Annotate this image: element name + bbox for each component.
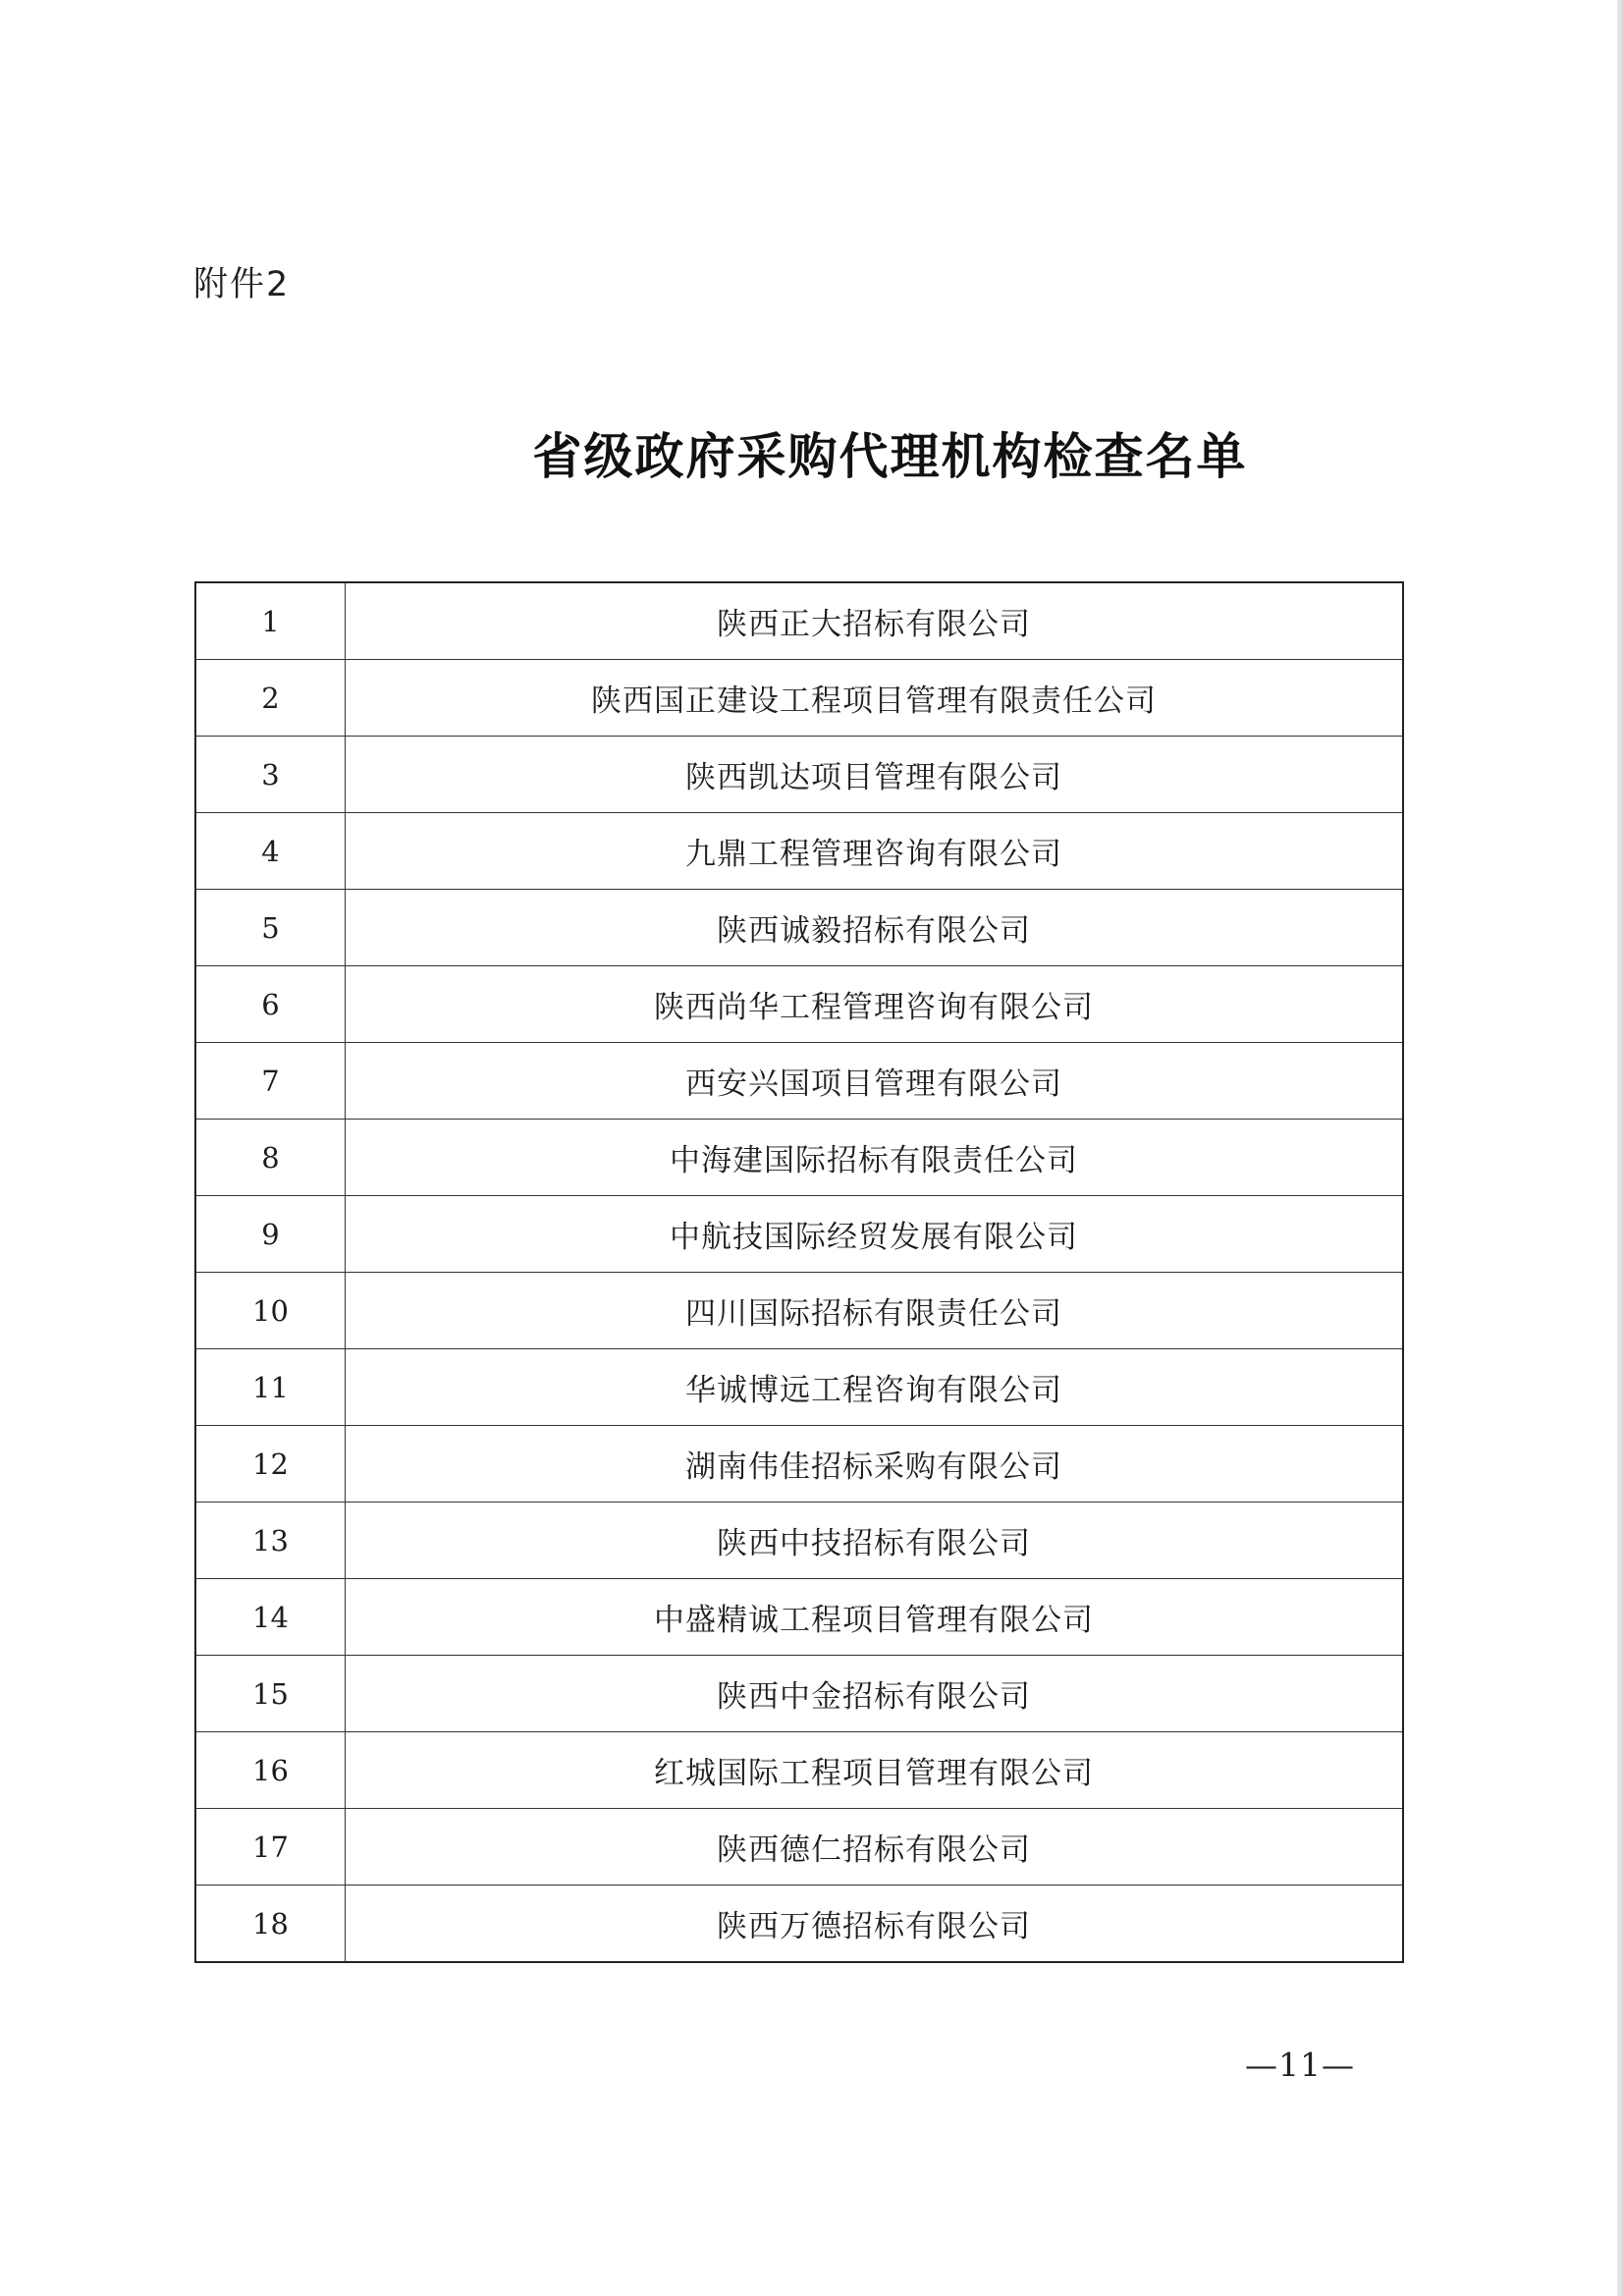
row-number: 9 <box>195 1196 346 1273</box>
agency-name: 陕西万德招标有限公司 <box>346 1886 1404 1963</box>
row-number: 16 <box>195 1732 346 1809</box>
row-number: 5 <box>195 890 346 966</box>
table-row <box>195 1426 1403 1503</box>
agency-table <box>194 581 1404 1963</box>
row-number: 3 <box>195 737 346 813</box>
agency-name: 红城国际工程项目管理有限公司 <box>346 1732 1404 1809</box>
table-row <box>195 1656 1403 1732</box>
agency-name: 中航技国际经贸发展有限公司 <box>346 1196 1404 1273</box>
table-row <box>195 966 1403 1043</box>
row-number: 18 <box>195 1886 346 1963</box>
row-number: 15 <box>195 1656 346 1732</box>
row-number: 14 <box>195 1579 346 1656</box>
agency-name: 陕西尚华工程管理咨询有限公司 <box>346 966 1404 1043</box>
table-row <box>195 582 1403 660</box>
agency-name: 陕西中金招标有限公司 <box>346 1656 1404 1732</box>
agency-name: 陕西德仁招标有限公司 <box>346 1809 1404 1886</box>
page-title: 省级政府采购代理机构检查名单 <box>532 427 1248 485</box>
table-row <box>195 1886 1403 1963</box>
agency-name: 四川国际招标有限责任公司 <box>346 1273 1404 1349</box>
table-row <box>195 1120 1403 1196</box>
agency-name: 西安兴国项目管理有限公司 <box>346 1043 1404 1120</box>
row-number: 12 <box>195 1426 346 1503</box>
attachment-label: 附件2 <box>193 265 291 304</box>
agency-name: 陕西中技招标有限公司 <box>346 1503 1404 1579</box>
row-number: 2 <box>195 660 346 737</box>
table-row <box>195 1273 1403 1349</box>
table-row <box>195 1579 1403 1656</box>
row-number: 10 <box>195 1273 346 1349</box>
row-number: 1 <box>195 582 346 660</box>
table-row <box>195 813 1403 890</box>
row-number: 7 <box>195 1043 346 1120</box>
agency-name: 陕西国正建设工程项目管理有限责任公司 <box>346 660 1404 737</box>
row-number: 11 <box>195 1349 346 1426</box>
agency-name: 陕西凯达项目管理有限公司 <box>346 737 1404 813</box>
table-row <box>195 1732 1403 1809</box>
page-number: —11— <box>1245 2046 1355 2084</box>
table-row <box>195 660 1403 737</box>
agency-name: 湖南伟佳招标采购有限公司 <box>346 1426 1404 1503</box>
row-number: 13 <box>195 1503 346 1579</box>
row-number: 17 <box>195 1809 346 1886</box>
table-row <box>195 890 1403 966</box>
row-number: 8 <box>195 1120 346 1196</box>
table-row <box>195 1196 1403 1273</box>
agency-name: 华诚博远工程咨询有限公司 <box>346 1349 1404 1426</box>
table-row <box>195 1809 1403 1886</box>
agency-name: 中盛精诚工程项目管理有限公司 <box>346 1579 1404 1656</box>
table-row <box>195 1503 1403 1579</box>
row-number: 4 <box>195 813 346 890</box>
table-row <box>195 1043 1403 1120</box>
agency-name: 陕西诚毅招标有限公司 <box>346 890 1404 966</box>
row-number: 6 <box>195 966 346 1043</box>
agency-name: 中海建国际招标有限责任公司 <box>346 1120 1404 1196</box>
agency-name: 九鼎工程管理咨询有限公司 <box>346 813 1404 890</box>
table-row <box>195 737 1403 813</box>
table-row <box>195 1349 1403 1426</box>
agency-name: 陕西正大招标有限公司 <box>346 582 1404 660</box>
scan-edge <box>1617 0 1623 2296</box>
